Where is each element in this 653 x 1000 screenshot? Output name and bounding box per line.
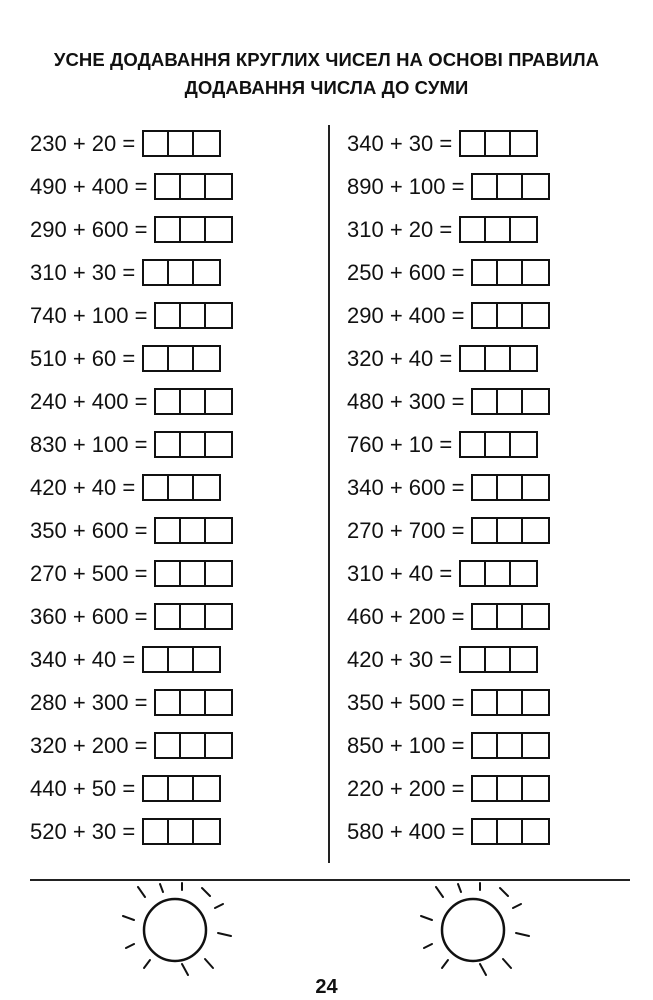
answer-digit-cell[interactable] [194, 132, 219, 155]
answer-digit-cell[interactable] [181, 562, 206, 585]
answer-digit-cell[interactable] [473, 476, 498, 499]
answer-box[interactable] [459, 431, 538, 458]
answer-digit-cell[interactable] [194, 820, 219, 843]
answer-digit-cell[interactable] [181, 218, 206, 241]
answer-digit-cell[interactable] [156, 433, 181, 456]
answer-digit-cell[interactable] [498, 175, 523, 198]
problem-expression: 420 + 30 = [347, 646, 453, 672]
answer-digit-cell[interactable] [461, 433, 486, 456]
problem-row [30, 423, 233, 466]
problem-expression: 760 + 10 = [347, 431, 453, 457]
answer-digit-cell[interactable] [206, 175, 231, 198]
problem-expression: 480 + 300 = [347, 388, 465, 414]
problem-expression: 350 + 600 = [30, 517, 148, 543]
title-line-1: УСНЕ ДОДАВАННЯ КРУГЛИХ ЧИСЕЛ НА ОСНОВІ ПРАВИЛА [53, 49, 600, 70]
answer-box[interactable] [471, 173, 550, 200]
answer-digit-cell[interactable] [523, 175, 548, 198]
answer-digit-cell[interactable] [511, 433, 536, 456]
answer-digit-cell[interactable] [156, 605, 181, 628]
answer-digit-cell[interactable] [461, 218, 486, 241]
answer-digit-cell[interactable] [181, 304, 206, 327]
answer-digit-cell[interactable] [169, 777, 194, 800]
answer-box[interactable] [142, 259, 221, 286]
answer-digit-cell[interactable] [156, 734, 181, 757]
answer-digit-cell[interactable] [181, 691, 206, 714]
problem-expression: 340 + 40 = [30, 646, 136, 672]
problem-expression: 580 + 400 = [347, 818, 465, 844]
answer-digit-cell[interactable] [156, 691, 181, 714]
answer-digit-cell[interactable] [206, 433, 231, 456]
answer-digit-cell[interactable] [144, 476, 169, 499]
answer-digit-cell[interactable] [181, 390, 206, 413]
problem-row [30, 509, 233, 552]
problem-row [347, 466, 550, 509]
problem-row [347, 122, 550, 165]
answer-box[interactable] [154, 431, 233, 458]
answer-digit-cell[interactable] [473, 390, 498, 413]
problem-expression: 740 + 100 = [30, 302, 148, 328]
answer-digit-cell[interactable] [156, 562, 181, 585]
problem-row [347, 380, 550, 423]
right-problem-column [347, 122, 550, 853]
problem-row [30, 208, 233, 251]
answer-digit-cell[interactable] [523, 304, 548, 327]
problem-row [347, 638, 550, 681]
answer-box[interactable] [471, 259, 550, 286]
answer-box[interactable] [471, 474, 550, 501]
answer-digit-cell[interactable] [523, 605, 548, 628]
answer-digit-cell[interactable] [206, 605, 231, 628]
answer-box[interactable] [471, 603, 550, 630]
answer-digit-cell[interactable] [473, 175, 498, 198]
answer-box[interactable] [459, 130, 538, 157]
answer-digit-cell[interactable] [486, 433, 511, 456]
answer-box[interactable] [459, 345, 538, 372]
answer-digit-cell[interactable] [169, 347, 194, 370]
problem-expression: 520 + 30 = [30, 818, 136, 844]
problem-expression: 310 + 40 = [347, 560, 453, 586]
answer-digit-cell[interactable] [486, 562, 511, 585]
problem-row [30, 294, 233, 337]
problem-expression: 220 + 200 = [347, 775, 465, 801]
answer-digit-cell[interactable] [181, 433, 206, 456]
answer-box[interactable] [471, 302, 550, 329]
answer-box[interactable] [142, 818, 221, 845]
answer-digit-cell[interactable] [461, 562, 486, 585]
answer-digit-cell[interactable] [473, 734, 498, 757]
answer-digit-cell[interactable] [511, 347, 536, 370]
problem-expression: 270 + 700 = [347, 517, 465, 543]
answer-digit-cell[interactable] [498, 519, 523, 542]
answer-box[interactable] [459, 216, 538, 243]
problem-expression: 290 + 400 = [347, 302, 465, 328]
answer-digit-cell[interactable] [473, 691, 498, 714]
problem-row [347, 423, 550, 466]
problem-row [30, 251, 233, 294]
answer-box[interactable] [142, 130, 221, 157]
answer-digit-cell[interactable] [498, 820, 523, 843]
answer-digit-cell[interactable] [498, 304, 523, 327]
problem-row [347, 208, 550, 251]
answer-digit-cell[interactable] [498, 691, 523, 714]
answer-box[interactable] [154, 689, 233, 716]
answer-box[interactable] [471, 818, 550, 845]
answer-digit-cell[interactable] [169, 261, 194, 284]
problem-row [347, 337, 550, 380]
answer-digit-cell[interactable] [511, 648, 536, 671]
answer-digit-cell[interactable] [194, 261, 219, 284]
answer-digit-cell[interactable] [461, 648, 486, 671]
problem-row [30, 165, 233, 208]
answer-digit-cell[interactable] [156, 304, 181, 327]
problem-expression: 460 + 200 = [347, 603, 465, 629]
answer-digit-cell[interactable] [473, 820, 498, 843]
problem-expression: 350 + 500 = [347, 689, 465, 715]
problem-expression: 420 + 40 = [30, 474, 136, 500]
answer-digit-cell[interactable] [523, 476, 548, 499]
problem-row [30, 380, 233, 423]
answer-digit-cell[interactable] [169, 648, 194, 671]
answer-digit-cell[interactable] [523, 390, 548, 413]
answer-digit-cell[interactable] [523, 519, 548, 542]
answer-box[interactable] [459, 646, 538, 673]
answer-digit-cell[interactable] [498, 605, 523, 628]
answer-digit-cell[interactable] [498, 777, 523, 800]
answer-digit-cell[interactable] [486, 648, 511, 671]
problem-expression: 310 + 20 = [347, 216, 453, 242]
answer-box[interactable] [154, 302, 233, 329]
answer-digit-cell[interactable] [486, 132, 511, 155]
answer-digit-cell[interactable] [511, 132, 536, 155]
problem-expression: 850 + 100 = [347, 732, 465, 758]
answer-box[interactable] [154, 560, 233, 587]
problem-row [30, 337, 233, 380]
left-problem-column [30, 122, 233, 853]
sun-icon [120, 880, 240, 976]
page-number: 24 [315, 976, 338, 998]
problem-row [347, 681, 550, 724]
answer-digit-cell[interactable] [206, 562, 231, 585]
answer-digit-cell[interactable] [156, 519, 181, 542]
problem-expression: 890 + 100 = [347, 173, 465, 199]
answer-box[interactable] [142, 646, 221, 673]
answer-box[interactable] [471, 689, 550, 716]
problem-expression: 510 + 60 = [30, 345, 136, 371]
answer-digit-cell[interactable] [498, 734, 523, 757]
problem-row [347, 294, 550, 337]
answer-digit-cell[interactable] [206, 390, 231, 413]
answer-digit-cell[interactable] [144, 648, 169, 671]
title-line-2: ДОДАВАННЯ ЧИСЛА ДО СУМИ [184, 77, 469, 98]
answer-digit-cell[interactable] [523, 734, 548, 757]
answer-box[interactable] [154, 603, 233, 630]
answer-digit-cell[interactable] [194, 476, 219, 499]
answer-box[interactable] [471, 388, 550, 415]
problem-row [30, 681, 233, 724]
problem-row [30, 638, 233, 681]
answer-digit-cell[interactable] [498, 390, 523, 413]
answer-digit-cell[interactable] [169, 132, 194, 155]
answer-digit-cell[interactable] [461, 132, 486, 155]
answer-digit-cell[interactable] [523, 261, 548, 284]
problem-expression: 490 + 400 = [30, 173, 148, 199]
answer-digit-cell[interactable] [473, 261, 498, 284]
problem-row [30, 122, 233, 165]
problem-row [347, 251, 550, 294]
answer-digit-cell[interactable] [523, 691, 548, 714]
answer-digit-cell[interactable] [486, 347, 511, 370]
problem-expression: 280 + 300 = [30, 689, 148, 715]
answer-digit-cell[interactable] [498, 261, 523, 284]
answer-digit-cell[interactable] [144, 132, 169, 155]
answer-digit-cell[interactable] [523, 777, 548, 800]
problem-expression: 340 + 30 = [347, 130, 453, 156]
answer-digit-cell[interactable] [511, 218, 536, 241]
answer-box[interactable] [471, 775, 550, 802]
answer-digit-cell[interactable] [169, 820, 194, 843]
problem-expression: 830 + 100 = [30, 431, 148, 457]
answer-digit-cell[interactable] [194, 777, 219, 800]
problem-expression: 230 + 20 = [30, 130, 136, 156]
answer-digit-cell[interactable] [473, 519, 498, 542]
problem-expression: 310 + 30 = [30, 259, 136, 285]
problem-row [30, 595, 233, 638]
answer-digit-cell[interactable] [156, 390, 181, 413]
answer-digit-cell[interactable] [144, 820, 169, 843]
answer-box[interactable] [154, 173, 233, 200]
answer-box[interactable] [471, 732, 550, 759]
answer-digit-cell[interactable] [181, 175, 206, 198]
worksheet-title [0, 46, 653, 102]
answer-digit-cell[interactable] [144, 347, 169, 370]
answer-digit-cell[interactable] [144, 777, 169, 800]
problem-row [30, 552, 233, 595]
answer-box[interactable] [459, 560, 538, 587]
answer-digit-cell[interactable] [473, 777, 498, 800]
answer-box[interactable] [154, 388, 233, 415]
answer-digit-cell[interactable] [486, 218, 511, 241]
answer-digit-cell[interactable] [181, 734, 206, 757]
problem-expression: 250 + 600 = [347, 259, 465, 285]
problem-expression: 270 + 500 = [30, 560, 148, 586]
answer-digit-cell[interactable] [461, 347, 486, 370]
problem-expression: 360 + 600 = [30, 603, 148, 629]
problem-expression: 320 + 200 = [30, 732, 148, 758]
answer-digit-cell[interactable] [194, 347, 219, 370]
answer-digit-cell[interactable] [144, 261, 169, 284]
answer-digit-cell[interactable] [206, 218, 231, 241]
answer-digit-cell[interactable] [498, 476, 523, 499]
problem-expression: 290 + 600 = [30, 216, 148, 242]
answer-digit-cell[interactable] [156, 218, 181, 241]
answer-box[interactable] [154, 216, 233, 243]
answer-digit-cell[interactable] [194, 648, 219, 671]
answer-box[interactable] [142, 775, 221, 802]
problem-row [347, 810, 550, 853]
answer-box[interactable] [154, 517, 233, 544]
answer-digit-cell[interactable] [473, 605, 498, 628]
answer-digit-cell[interactable] [523, 820, 548, 843]
problem-row [347, 509, 550, 552]
problem-row [30, 767, 233, 810]
problem-expression: 340 + 600 = [347, 474, 465, 500]
problem-expression: 440 + 50 = [30, 775, 136, 801]
answer-box[interactable] [154, 732, 233, 759]
answer-digit-cell[interactable] [206, 519, 231, 542]
sun-icon [418, 880, 538, 976]
problem-row [30, 724, 233, 767]
problem-expression: 320 + 40 = [347, 345, 453, 371]
answer-digit-cell[interactable] [511, 562, 536, 585]
answer-digit-cell[interactable] [156, 175, 181, 198]
answer-digit-cell[interactable] [206, 304, 231, 327]
problem-row [347, 165, 550, 208]
problem-row [347, 595, 550, 638]
problem-row [347, 552, 550, 595]
problem-row [347, 767, 550, 810]
answer-box[interactable] [142, 474, 221, 501]
problem-expression: 240 + 400 = [30, 388, 148, 414]
problem-row [30, 466, 233, 509]
answer-digit-cell[interactable] [206, 734, 231, 757]
answer-digit-cell[interactable] [473, 304, 498, 327]
column-divider [328, 125, 330, 863]
answer-digit-cell[interactable] [169, 476, 194, 499]
answer-digit-cell[interactable] [181, 605, 206, 628]
answer-box[interactable] [471, 517, 550, 544]
answer-box[interactable] [142, 345, 221, 372]
answer-digit-cell[interactable] [206, 691, 231, 714]
answer-digit-cell[interactable] [181, 519, 206, 542]
problem-row [30, 810, 233, 853]
problem-row [347, 724, 550, 767]
